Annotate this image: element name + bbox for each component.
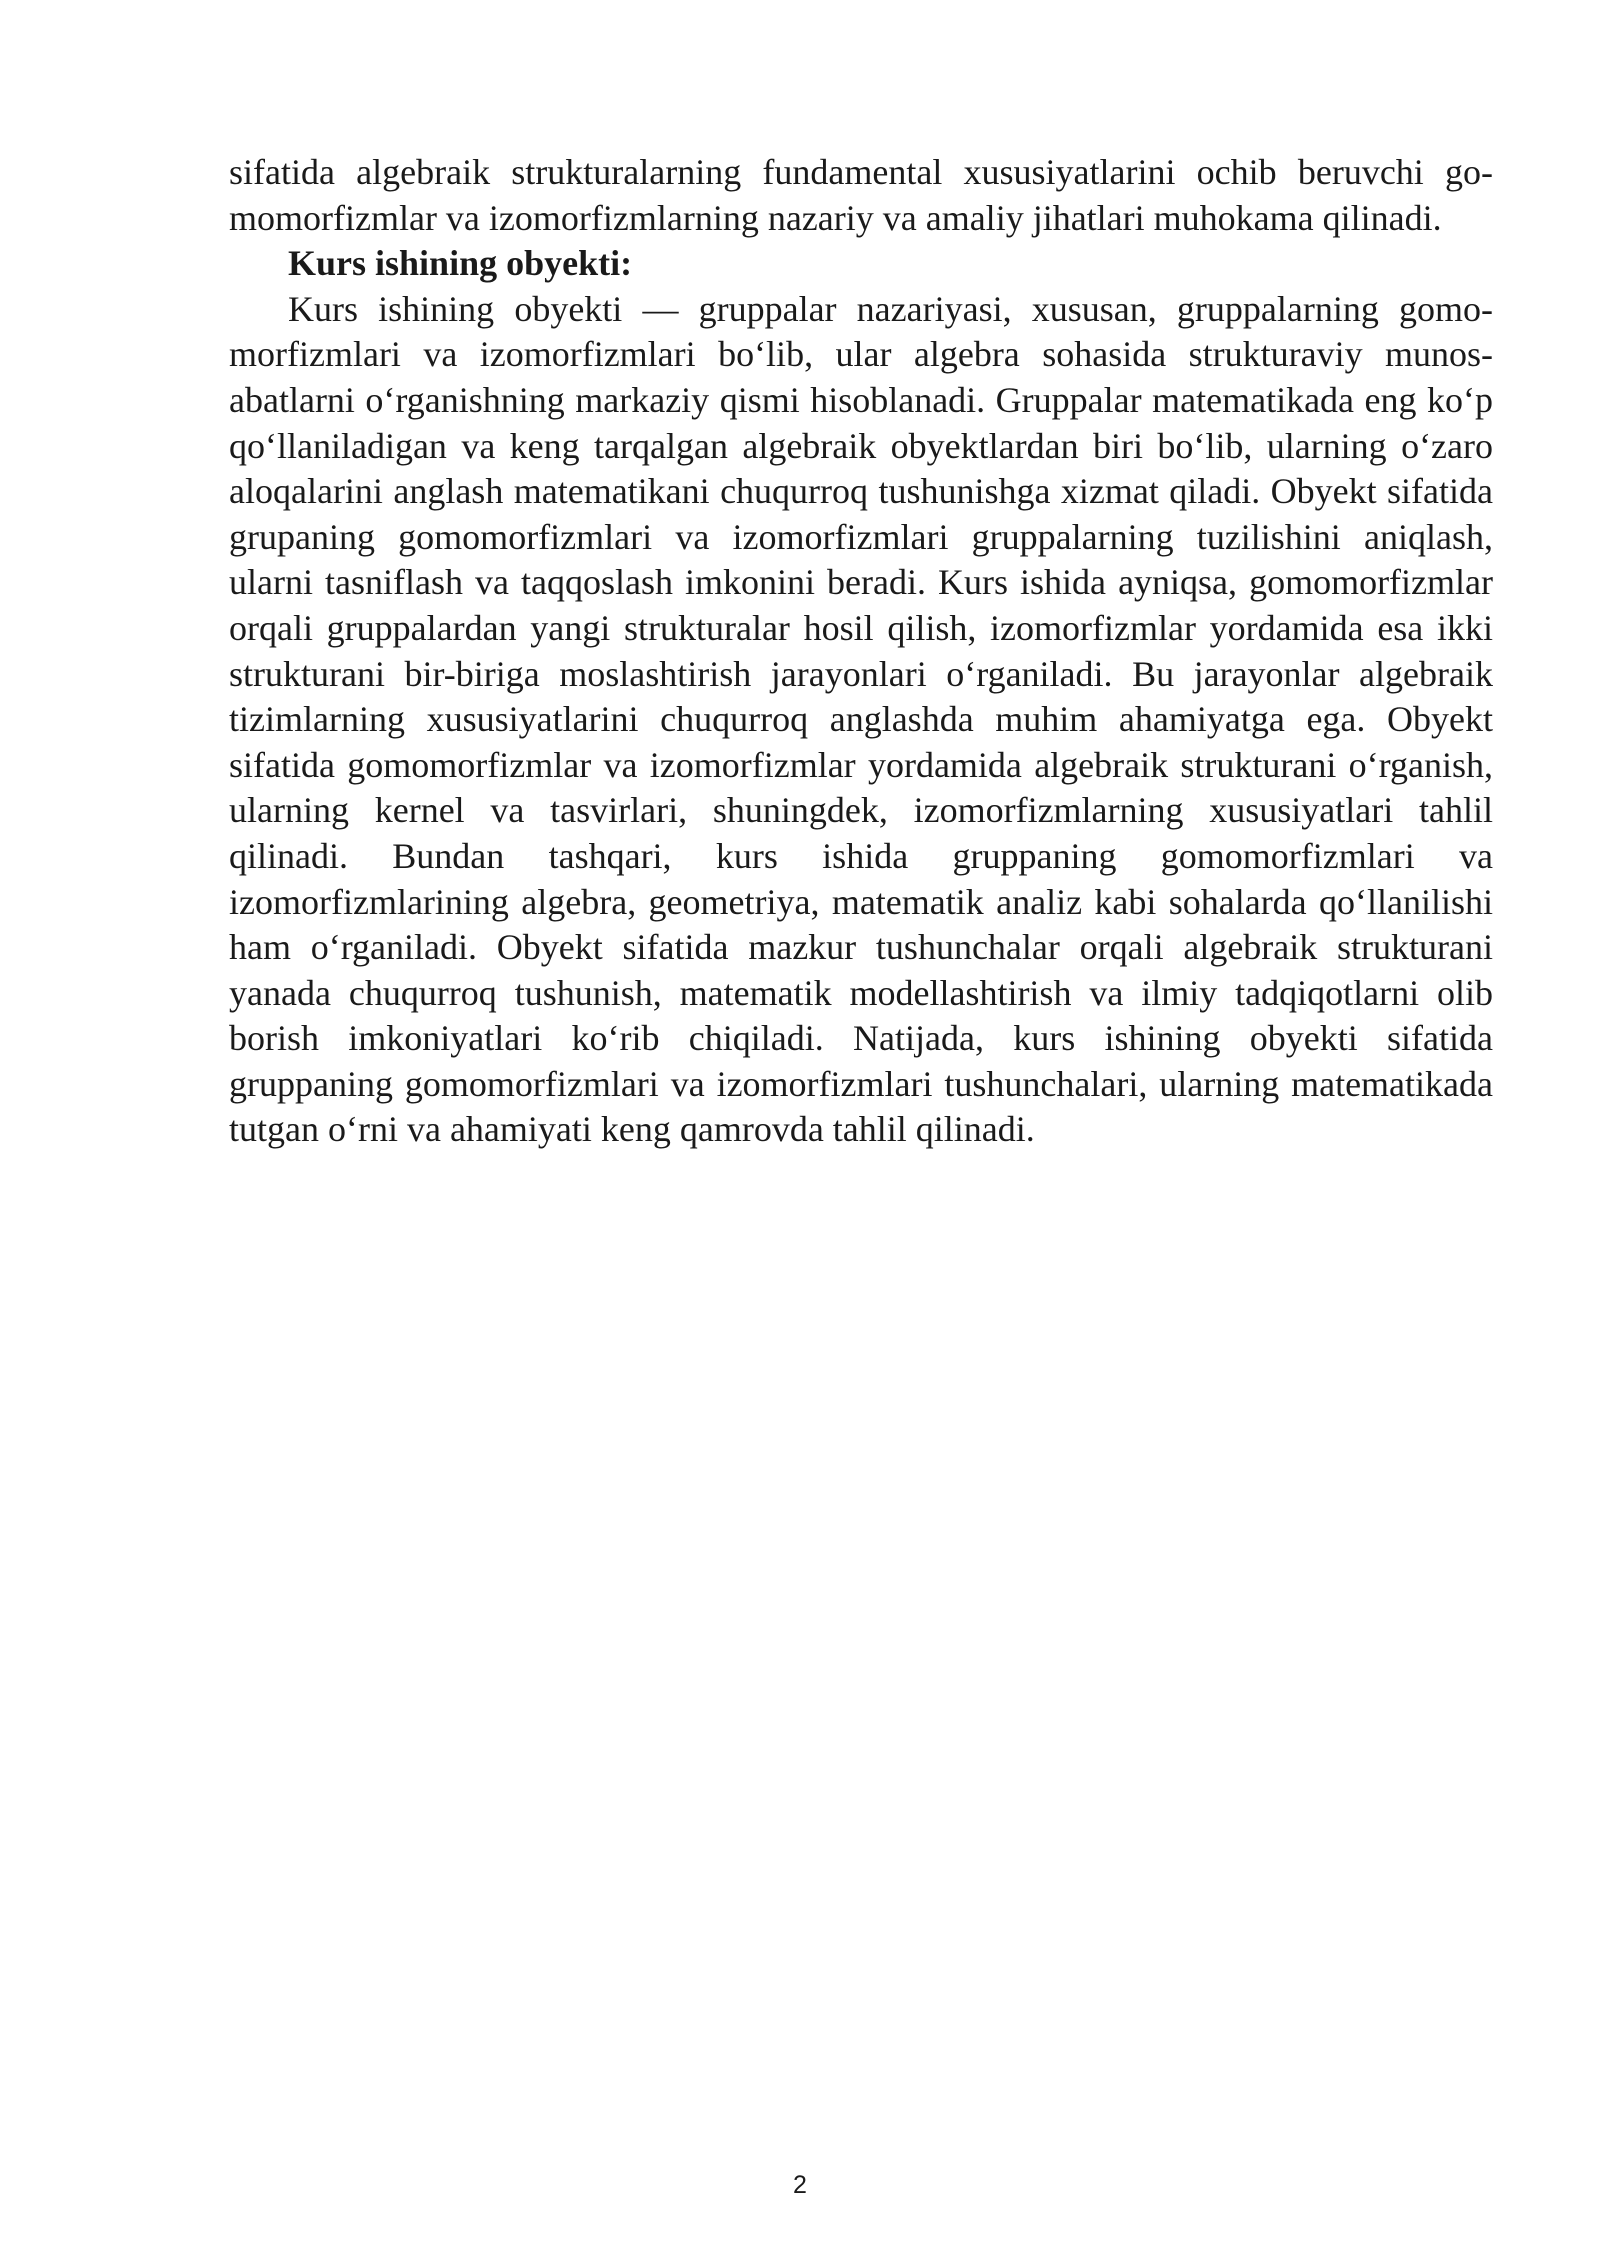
section-heading: Kurs ishining obyekti: (288, 243, 633, 284)
page-number: 2 (793, 2171, 807, 2199)
body-paragraph: Kurs ishining obyekti — gruppalar nazariyasi, xususan, gruppalarning gomomorfizmlari va izomorfizmlari bo‘lib, ular algebra sohasida strukturaviy munosabatlarni o‘rganishning markaziy qismi hisoblanadi. Gruppalar matematikada eng ko‘p qo‘llaniladigan va keng tarqalgan algebraik obyektlardan biri bo‘lib, ularning o‘zaro aloqalarini anglash matematikani chuqurroq tushunishga xizmat qiladi. Obyekt sifatida grupaning gomomorfizmlari va izomorfizmlari gruppalarning tuzilishini aniqlash, ularni tasniflash va taqqoslash imkonini beradi. Kurs ishida ayniqsa, gomomorfizmlar orqali gruppalardan yangi strukturalar hosil qilish, izomorfizmlar yordamida esa ikki strukturani bir-biriga moslashtirish jarayonlari o‘rganiladi. Bu jarayonlar algebraik tizimlarning xususiyatlarini chuqurroq anglashda muhim ahamiyatga ega. Obyekt sifatida gomomorfizmlar va izomorfizmlar yordamida algebraik strukturani o‘rganish, ularning kernel va tasvirlari, shuningdek, izomorfizmlarning xususiyatlari tahlil qilinadi. Bundan tashqari, kurs ishida gruppaning gomomorfizmlari va izomorfizmlarining algebra, geometriya, matematik analiz kabi sohalarda qo‘llanilishi ham o‘rganiladi. Obyekt sifatida mazkur tushunchalar orqali algebraik strukturani yanada chuqurroq tushunish, matematik modellashtirish va ilmiy tadqiqotlarni olib borish imkoniyatlari ko‘rib chiqiladi. Natijada, kurs ishining obyekti sifatida gruppaning gomomorfizmlari va izomorfizmlari tushunchalari, ularning matematikada tutgan o‘rni va ahamiyati keng qamrovda tahlil qilinadi. (229, 288, 1493, 1150)
page-body (229, 150, 1493, 1153)
intro-paragraph: sifatida algebraik strukturalarning fundamental xususiyatlarini ochib beruvchi gomomorfizmlar va izomorfizmlarning nazariy va amaliy jihatlari muhokama qilinadi. (229, 152, 1493, 238)
